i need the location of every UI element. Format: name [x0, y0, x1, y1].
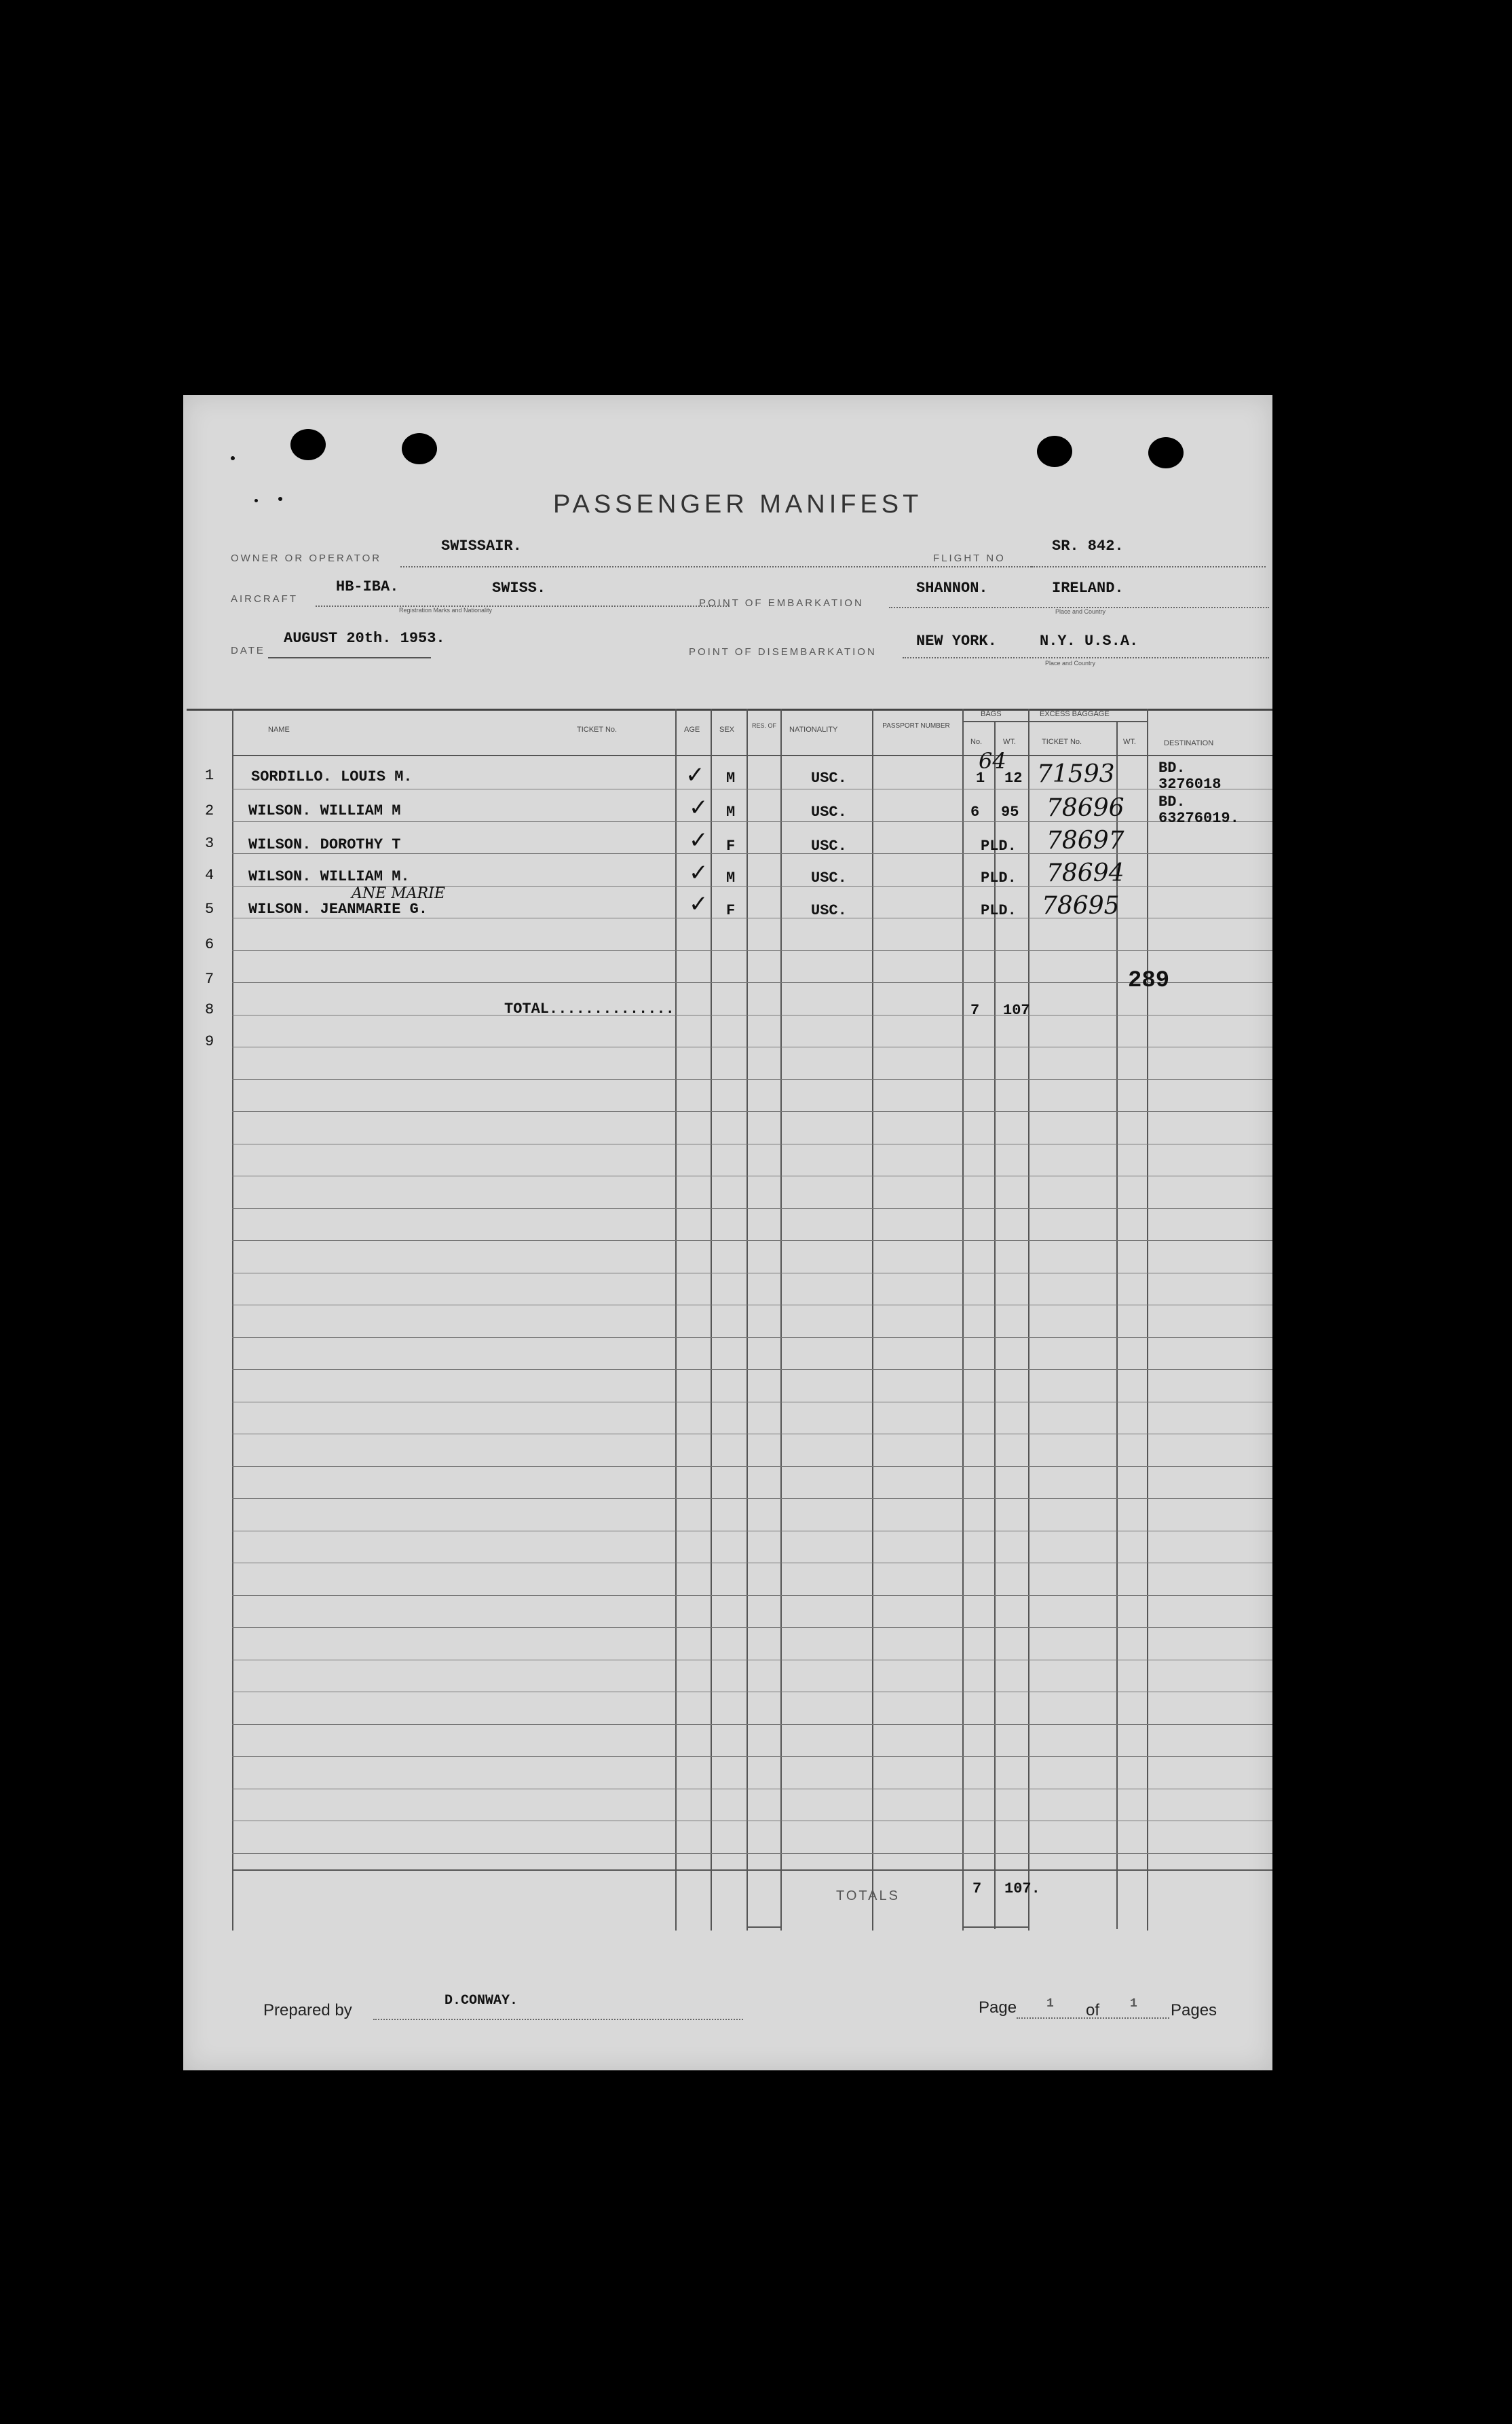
- check-mark-icon: ✓: [685, 762, 705, 789]
- embark-label: POINT OF EMBARKATION: [699, 597, 864, 609]
- row-number: 8: [205, 1001, 214, 1018]
- totals-label: TOTALS: [836, 1888, 900, 1903]
- aircraft-sublabel: Registration Marks and Nationality: [399, 607, 493, 614]
- row-number: 4: [205, 867, 214, 884]
- header-passport: PASSPORT NUMBER: [882, 722, 950, 730]
- aircraft-label: AIRCRAFT: [231, 593, 298, 605]
- header-bags: BAGS: [981, 710, 1002, 718]
- row-number: 5: [205, 901, 214, 918]
- passenger-name: WILSON. DOROTHY T: [248, 836, 401, 853]
- disembark-sublabel: Place and Country: [1045, 660, 1096, 667]
- disembark-line: [903, 657, 1269, 658]
- col-age: [711, 709, 712, 1931]
- flight-value: SR. 842.: [1052, 538, 1124, 555]
- disembark-place: NEW YORK.: [916, 633, 997, 650]
- header-res: RES. OF: [752, 722, 777, 729]
- aircraft-line: [316, 605, 730, 607]
- totals-bags: 7: [972, 1880, 982, 1897]
- header-age: AGE: [684, 726, 700, 734]
- totals-underline: [962, 1926, 1029, 1928]
- date-value: AUGUST 20th. 1953.: [284, 630, 445, 647]
- owner-value: SWISSAIR.: [441, 538, 522, 555]
- col-excess-wt: [1147, 709, 1148, 1931]
- passenger-nationality: USC.: [811, 770, 847, 787]
- row-rule: [232, 1111, 1272, 1112]
- speck: [278, 497, 282, 501]
- row-number: 3: [205, 835, 214, 852]
- flight-line: [1032, 566, 1266, 567]
- handwritten-ticket: 78696: [1046, 794, 1124, 822]
- bags-count: PLD.: [981, 902, 1017, 919]
- row-rule: [232, 1369, 1272, 1370]
- row-rule: [232, 1337, 1272, 1338]
- bags-count: PLD.: [981, 838, 1017, 855]
- bags-count: PLD.: [981, 870, 1017, 887]
- totals-underline: [748, 1926, 782, 1928]
- aircraft-nationality: SWISS.: [492, 580, 546, 597]
- handwritten-overwrite: 64: [979, 748, 1006, 774]
- row-number: 9: [205, 1033, 214, 1050]
- date-line: [268, 657, 431, 658]
- col-name-ticket: [675, 709, 677, 1931]
- row-number: 7: [205, 971, 214, 988]
- header-excess-wt: WT.: [1123, 738, 1136, 746]
- handwritten-ticket: 71593: [1037, 760, 1115, 788]
- row-rule: [232, 1627, 1272, 1628]
- bags-count: 1: [976, 770, 985, 787]
- bags-weight: 95: [1001, 804, 1019, 821]
- row-rule: [232, 1756, 1272, 1757]
- total-weight: 107: [1003, 1002, 1030, 1019]
- handwritten-ticket: 78697: [1046, 827, 1124, 855]
- header-excess-ticket: TICKET No.: [1042, 738, 1082, 746]
- col-sex: [746, 709, 748, 1931]
- destination: BD. 63276019.: [1158, 794, 1239, 827]
- punch-hole: [1148, 437, 1184, 468]
- passenger-nationality: USC.: [811, 838, 847, 855]
- header-name: NAME: [268, 726, 290, 734]
- col-passport: [962, 709, 964, 1931]
- row-rule: [232, 1240, 1272, 1241]
- header-nationality: NATIONALITY: [789, 726, 838, 734]
- handwritten-ticket: 78694: [1046, 859, 1124, 887]
- embark-place: SHANNON.: [916, 580, 988, 597]
- total-pages: 1: [1130, 1997, 1137, 2011]
- check-mark-icon: ✓: [689, 859, 708, 887]
- passenger-nationality: USC.: [811, 804, 847, 821]
- passenger-sex: M: [726, 870, 736, 887]
- disembark-country: N.Y. U.S.A.: [1040, 633, 1139, 650]
- disembark-label: POINT OF DISEMBARKATION: [689, 646, 877, 658]
- row-rule: [232, 1208, 1272, 1209]
- handwritten-name-note: ANE MARIE: [352, 885, 445, 902]
- pages-label: Pages: [1171, 2001, 1217, 2019]
- page-line: [1017, 2017, 1169, 2019]
- row-number: 2: [205, 802, 214, 819]
- check-mark-icon: ✓: [689, 891, 708, 918]
- header-bags-wt: WT.: [1003, 738, 1016, 746]
- date-label: DATE: [231, 645, 265, 656]
- col-nat: [872, 709, 873, 1931]
- passenger-sex: M: [726, 770, 736, 787]
- flight-label: FLIGHT NO: [933, 553, 1006, 564]
- row-number: 6: [205, 936, 214, 953]
- handwritten-ticket: 78695: [1042, 892, 1120, 920]
- handwritten-total: 289: [1128, 968, 1170, 994]
- row-rule: [232, 1466, 1272, 1467]
- passenger-sex: F: [726, 838, 736, 855]
- table-bottom-line: [232, 1869, 1272, 1871]
- bags-sub-line: [962, 721, 1147, 722]
- speck: [254, 499, 258, 502]
- punch-hole: [290, 429, 326, 460]
- manifest-paper: [183, 395, 1272, 2070]
- check-mark-icon: ✓: [689, 827, 708, 854]
- row-rule: [232, 982, 1272, 983]
- passenger-sex: F: [726, 902, 736, 919]
- page-number: 1: [1046, 1997, 1054, 2011]
- row-rule: [232, 1595, 1272, 1596]
- header-excess: EXCESS BAGGAGE: [1040, 710, 1110, 718]
- of-label: of: [1086, 2001, 1100, 2019]
- prepared-by: D.CONWAY.: [445, 1993, 518, 2009]
- check-mark-icon: ✓: [689, 794, 708, 821]
- aircraft-reg: HB-IBA.: [336, 578, 399, 595]
- bags-count: 6: [970, 804, 980, 821]
- passenger-name: WILSON. WILLIAM M: [248, 802, 401, 819]
- total-label: TOTAL..............: [504, 1001, 675, 1018]
- passenger-name: WILSON. JEANMARIE G.: [248, 901, 428, 918]
- row-rule: [232, 950, 1272, 951]
- header-bottom-line: [232, 755, 1272, 756]
- row-rule: [232, 1853, 1272, 1854]
- header-ticket: TICKET No.: [577, 726, 618, 734]
- col-res: [780, 709, 782, 1931]
- embark-country: IRELAND.: [1052, 580, 1124, 597]
- punch-hole: [1037, 436, 1072, 467]
- row-number: 1: [205, 767, 214, 784]
- page-label: Page: [979, 1998, 1017, 2017]
- row-rule: [232, 1724, 1272, 1725]
- passenger-nationality: USC.: [811, 902, 847, 919]
- total-bags: 7: [970, 1002, 980, 1019]
- col-bags-wt: [1028, 709, 1029, 1931]
- passenger-sex: M: [726, 804, 736, 821]
- destination: BD. 3276018: [1158, 760, 1222, 793]
- header-sex: SEX: [719, 726, 735, 734]
- col-left-border: [232, 709, 233, 1931]
- passenger-name: WILSON. WILLIAM M.: [248, 868, 410, 885]
- owner-line: [400, 566, 1032, 567]
- embark-sublabel: Place and Country: [1055, 608, 1106, 615]
- row-rule: [232, 1079, 1272, 1080]
- passenger-name: SORDILLO. LOUIS M.: [251, 768, 413, 785]
- table-top-border: [187, 709, 1272, 711]
- owner-label: OWNER OR OPERATOR: [231, 553, 382, 564]
- prepared-line: [373, 2019, 743, 2020]
- punch-hole: [402, 433, 437, 464]
- speck: [231, 456, 235, 460]
- prepared-label: Prepared by: [263, 2001, 352, 2019]
- header-destination: DESTINATION: [1164, 739, 1214, 747]
- bags-weight: 12: [1004, 770, 1023, 787]
- passenger-nationality: USC.: [811, 870, 847, 887]
- header-bags-no: No.: [970, 738, 983, 746]
- totals-weight: 107.: [1004, 1880, 1040, 1897]
- page-title: PASSENGER MANIFEST: [553, 490, 923, 519]
- row-rule: [232, 1498, 1272, 1499]
